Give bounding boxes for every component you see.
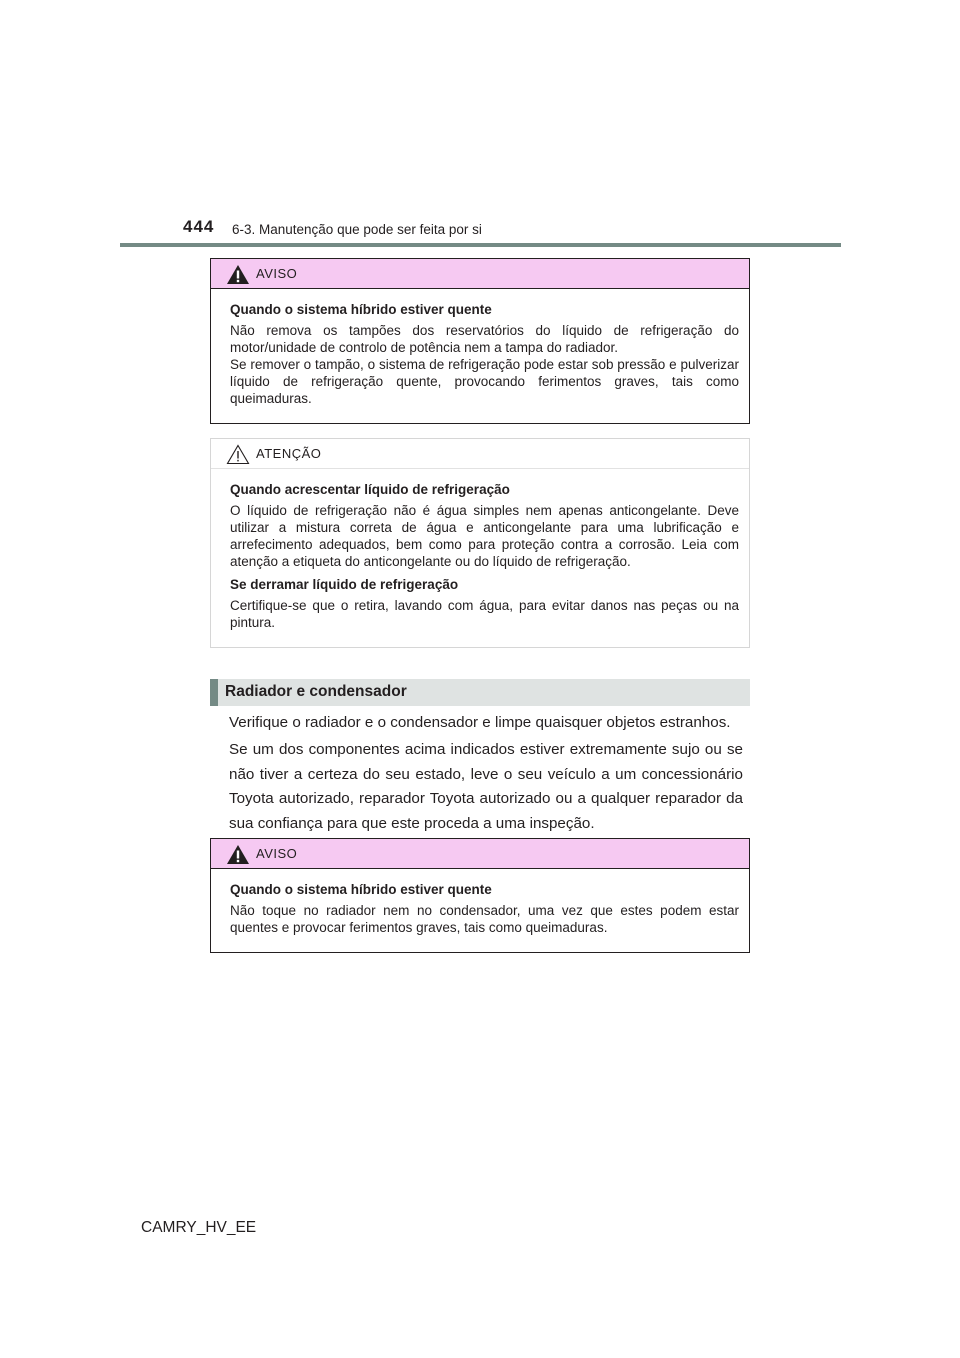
warning-notice-1 <box>210 258 750 424</box>
body-paragraph: Verifique o radiador e o condensador e limpe quaisquer objetos estranhos. <box>229 714 731 731</box>
section-body-2 <box>229 738 743 836</box>
warning-notice-body <box>211 869 749 952</box>
body-paragraph: Se um dos componentes acima indicados estiver extremamente sujo ou se não tiver a certeza do seu estado, leve o seu veículo a um concessionário Toyota autorizado, reparador Toyota autorizado ou a qualquer reparador da sua confiança para que este proceda a uma inspeção. <box>229 741 743 832</box>
notice-paragraph: Certifique-se que o retira, lavando com água, para evitar danos nas peças ou na pintura. <box>230 598 739 630</box>
warning-label: AVISO <box>256 846 298 861</box>
notice-paragraph: Não toque no radiador nem no condensador, uma vez que estes podem estar quentes e provocar ferimentos graves, tais como queimaduras. <box>230 903 739 935</box>
notice-heading: Quando o sistema híbrido estiver quente <box>230 302 492 317</box>
caution-triangle-icon <box>226 444 250 465</box>
notice-heading: Quando o sistema híbrido estiver quente <box>230 882 492 897</box>
section-banner-title: Radiador e condensador <box>225 683 407 700</box>
caution-notice-body <box>211 469 749 647</box>
notice-paragraph: O líquido de refrigeração não é água simples nem apenas anticongelante. Deve utilizar a mistura correta de água e anticongelante para uma lubrificação e arrefecimento adequados, bem como para proteção contra a corrosão. Leia com atenção a etiqueta do anticongelante ou do líquido de refrigeração. <box>230 503 739 569</box>
page-number: 444 <box>183 217 215 236</box>
caution-label: ATENÇÃO <box>256 446 322 461</box>
caution-notice <box>210 438 750 648</box>
section-banner <box>210 679 750 706</box>
notice-paragraph: Não remova os tampões dos reservatórios do líquido de refrigeração do motor/unidade de controlo de potência nem a tampa do radiador. <box>230 323 739 355</box>
section-body-1 <box>229 711 743 736</box>
notice-heading: Quando acrescentar líquido de refrigeração <box>230 482 510 497</box>
footer-code: CAMRY_HV_EE <box>141 1219 257 1236</box>
caution-notice-header <box>211 439 749 469</box>
warning-notice-body <box>211 289 749 423</box>
warning-notice-header <box>211 839 749 869</box>
notice-heading: Se derramar líquido de refrigeração <box>230 577 459 592</box>
warning-triangle-icon <box>226 264 250 285</box>
section-title: 6-3. Manutenção que pode ser feita por si <box>232 222 482 237</box>
warning-label: AVISO <box>256 266 298 281</box>
warning-triangle-icon <box>226 844 250 865</box>
header-rule <box>120 243 841 247</box>
notice-paragraph: Se remover o tampão, o sistema de refrigeração pode estar sob pressão e pulverizar líquido de refrigeração quente, provocando ferimentos graves, tais como queimaduras. <box>230 357 739 406</box>
warning-notice-header <box>211 259 749 289</box>
warning-notice-2 <box>210 838 750 953</box>
